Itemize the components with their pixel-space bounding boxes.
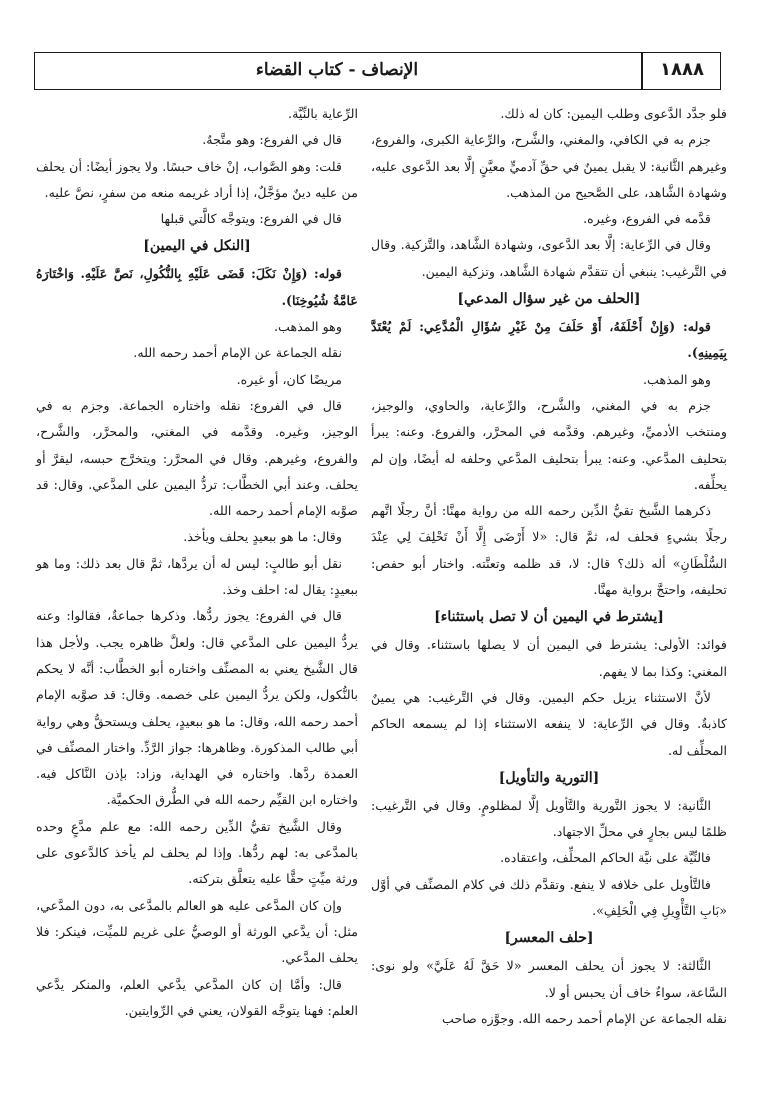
paragraph: الرِّعاية بالنِّيَّة. xyxy=(288,106,358,121)
paragraph: نقل أبو طالبٍ: ليس له أن يردَّها، ثمَّ قال بعد ذلك: وما هو ببعيدٍ: يقال له: احلف وخذ. xyxy=(36,555,358,598)
section-heading: [حلف المعسر] xyxy=(504,930,594,947)
paragraph: جزم به في المغني، والشَّرح، والرِّعاية، والحاوي، والوجيز، ومنتخب الأدميِّ، وغيرهم. وقدَّمه في المحرَّر، والفروع. وعنه: يبرأ بتحليف المدَّعي. وعنه: يبرأ بتحليف المدَّعي وحلفه له أيضًا، وإن لم يحلِّفه. xyxy=(371,397,727,492)
running-title: الإنصاف - كتاب القضاء xyxy=(255,60,419,80)
quoted-text-paragraph: قوله: (وَإِنْ نَكَلَ: قَضَى عَلَيْهِ بِالنُّكُولِ، نَصَّ عَلَيْهِ. وَاخْتَارَهُ عَامَّةُ شُيُوخِنَا). xyxy=(36,266,358,308)
paragraph: فالنِّيَّة على نيَّة الحاكم المحلِّف، واعتقاده. xyxy=(500,850,711,866)
paragraph: قال في الفروع: نقله واختاره الجماعة. وجزم به في الوجيز، وغيره. وقدَّمه في المغني، والمحرَّر، والشَّرح، والفروع، وغيرهم. وقال في المحرَّر: ويتخرَّج حبسه، ليقرَّ أو يحلف. وعند أبي الخطَّاب: تردُّ اليمين على المدَّعي. وقال: قد صوَّبه الإمام أحمد رحمه الله. xyxy=(36,397,358,519)
paragraph: نقله الجماعة عن الإمام أحمد رحمه الله. xyxy=(133,345,342,361)
paragraph: وهو المذهب. xyxy=(643,371,711,387)
paragraph: ذكرهما الشَّيخ تقيُّ الدِّين رحمه الله من رواية مهنَّا: أنَّ رجلًا اتَّهم رجلًا بشيءٍ فحلف له، ثمَّ قال: «لا أَرْضَى إِلَّا أَنْ تَحْلِفَ لِي عِنْدَ السُّلْطَانِ» أله ذلك؟ قال: لا، قد ظلمه وتعنَّته. واختار أبو حفص: تحليفه، واحتجَّ برواية مهنَّا. xyxy=(371,503,727,598)
section-heading: [يشترط في اليمين أن لا تصل باستثناء] xyxy=(434,609,664,626)
paragraph: وقال الشَّيخ تقيُّ الدِّين رحمه الله: مع علم مدَّعٍ وحده بالمدَّعى به: لهم ردُّها. وإذا لم يحلف لم يأخذ كالدَّعوى على ورثة ميِّتٍ حقًّا عليه يتعلَّق بتركته. xyxy=(36,818,358,887)
paragraph: نقله الجماعة عن الإمام أحمد رحمه الله. وجوَّزه صاحب xyxy=(441,1010,727,1026)
paragraph: وإن كان المدَّعى عليه هو العالم بالمدَّعى به، دون المدَّعي، مثل: أن يدَّعي الورثة أو الوصيُّ على غريم للميِّت، فينكر: فلا يحلف المدَّعي. xyxy=(36,897,358,966)
section-heading: [النكل في اليمين] xyxy=(143,238,251,255)
section-heading: [الحلف من غير سؤال المدعي] xyxy=(457,291,641,308)
paragraph: الثَّانية: لا يجوز التَّورية والتَّأويل إلَّا لمظلومٍ. وقال في التَّرغيب: ظلمًا ليس بجارٍ في محلِّ الاجتهاد. xyxy=(371,797,727,840)
left-column xyxy=(36,101,358,1024)
paragraph: الثَّالثة: لا يجوز أن يحلف المعسر «لا حَقَّ لَهُ عَلَيَّ» ولو نوى: السَّاعة، سواءٌ خاف أن يحبس أو لا. xyxy=(371,958,727,1000)
paragraph: وهو المذهب. xyxy=(274,319,342,335)
paragraph: وقال: ما هو ببعيدٍ يحلف ويأخذ. xyxy=(183,529,342,545)
page-header xyxy=(34,52,721,90)
paragraph: قلت: وهو الصَّواب، إنْ خاف حبسًا. ولا يجوز أيضًا: أن يحلف من عليه دينٌ مؤجَّلٌ، إذا أراد غريمه منعه من سفرٍ، نصَّ عليه. xyxy=(36,158,358,200)
paragraph: مريضًا كان، أو غيره. xyxy=(236,371,342,387)
paragraph: قال في الفروع: وهو متَّجهٌ. xyxy=(202,132,342,148)
paragraph: وقال في الرِّعاية: إلَّا بعد الدَّعوى، وشهادة الشَّاهد، والتَّزكية. وقال في التَّرغيب: ينبغي أن تتقدَّم شهادة الشَّاهد، وتزكية اليمين. xyxy=(371,237,727,279)
paragraph: قال: وأمَّا إن كان المدَّعي يدَّعي العلم، والمنكر يدَّعي العلم: فهنا يتوجَّه القولان، يعني في الرِّوايتين. xyxy=(36,976,358,1018)
paragraph: لأنَّ الاستثناء يزيل حكم اليمين. وقال في التَّرغيب: هي يمينٌ كاذبةٌ. وقال في الرِّعاية: لا ينفعه الاستثناء إذا لم يسمعه الحاكم المحلِّف له. xyxy=(371,689,727,758)
paragraph: قال في الفروع: يجوز ردُّها. وذكرها جماعةٌ، فقالوا: وعنه يردُّ اليمين على المدَّعي قال: ولعلَّ ظاهره يجب. ولأجل هذا قال الشَّيخ يعني به المصنِّف واختاره أبو الخطَّاب: أنَّه لا يحكم بالنُّكول، ولكن يردُّ اليمين على خصمه. وقال: قد صوَّبه الإمام أحمد رحمه الله، وقال: ما هو ببعيدٍ، يحلف ويستحقُّ وهي رواية أبي طالب المذكورة. وظاهرها: جواز الرَّدِّ. واختار المصنِّف في العمدة ردَّها. واختاره في الهداية، وزاد: بإذن النَّاكل فيه. واختاره ابن القيِّم رحمه الله في الطُّرق الحكميَّة. xyxy=(36,608,358,808)
header-divider xyxy=(641,53,643,89)
right-column xyxy=(371,101,727,1032)
paragraph: فوائد: الأولى: يشترط في اليمين أن لا يصلها باستثناء. وقال في المغني: وكذا بما لا يفهم. xyxy=(371,637,727,679)
page-number: ١٨٨٨ xyxy=(660,59,704,80)
paragraph: فلو جدَّد الدَّعوى وطلب اليمين: كان له ذلك. xyxy=(500,106,727,121)
paragraph: فالتَّأويل على خلافه لا ينفع. وتقدَّم ذلك في كلام المصنِّف في أوَّل «بَابِ التَّأْوِيلِ فِي الْحَلِفِ». xyxy=(371,876,727,919)
paragraph: جزم به في الكافي، والمغني، والشَّرح، والرِّعاية الكبرى، والفروع، وغيرهم الثَّانية: لا يقبل يمينٌ في حقِّ آدميٍّ معيَّنٍ إلَّا بعد الدَّعوى عليه، وشهادة الشَّاهد، على الصَّحيح من المذهب. xyxy=(371,132,727,200)
paragraph: قال في الفروع: ويتوجَّه كالَّتي قبلها xyxy=(160,211,342,227)
quoted-text-paragraph: قوله: (وَإِنْ أَحْلَفَهُ، أَوْ حَلَفَ مِنْ غَيْرِ سُؤَالِ الْمُدَّعِي: لَمْ يُعْتَدَّ بِيَمِينِهِ). xyxy=(371,319,727,361)
paragraph: قدَّمه في الفروع، وغيره. xyxy=(583,211,711,227)
section-heading: [التورية والتأويل] xyxy=(498,769,600,786)
